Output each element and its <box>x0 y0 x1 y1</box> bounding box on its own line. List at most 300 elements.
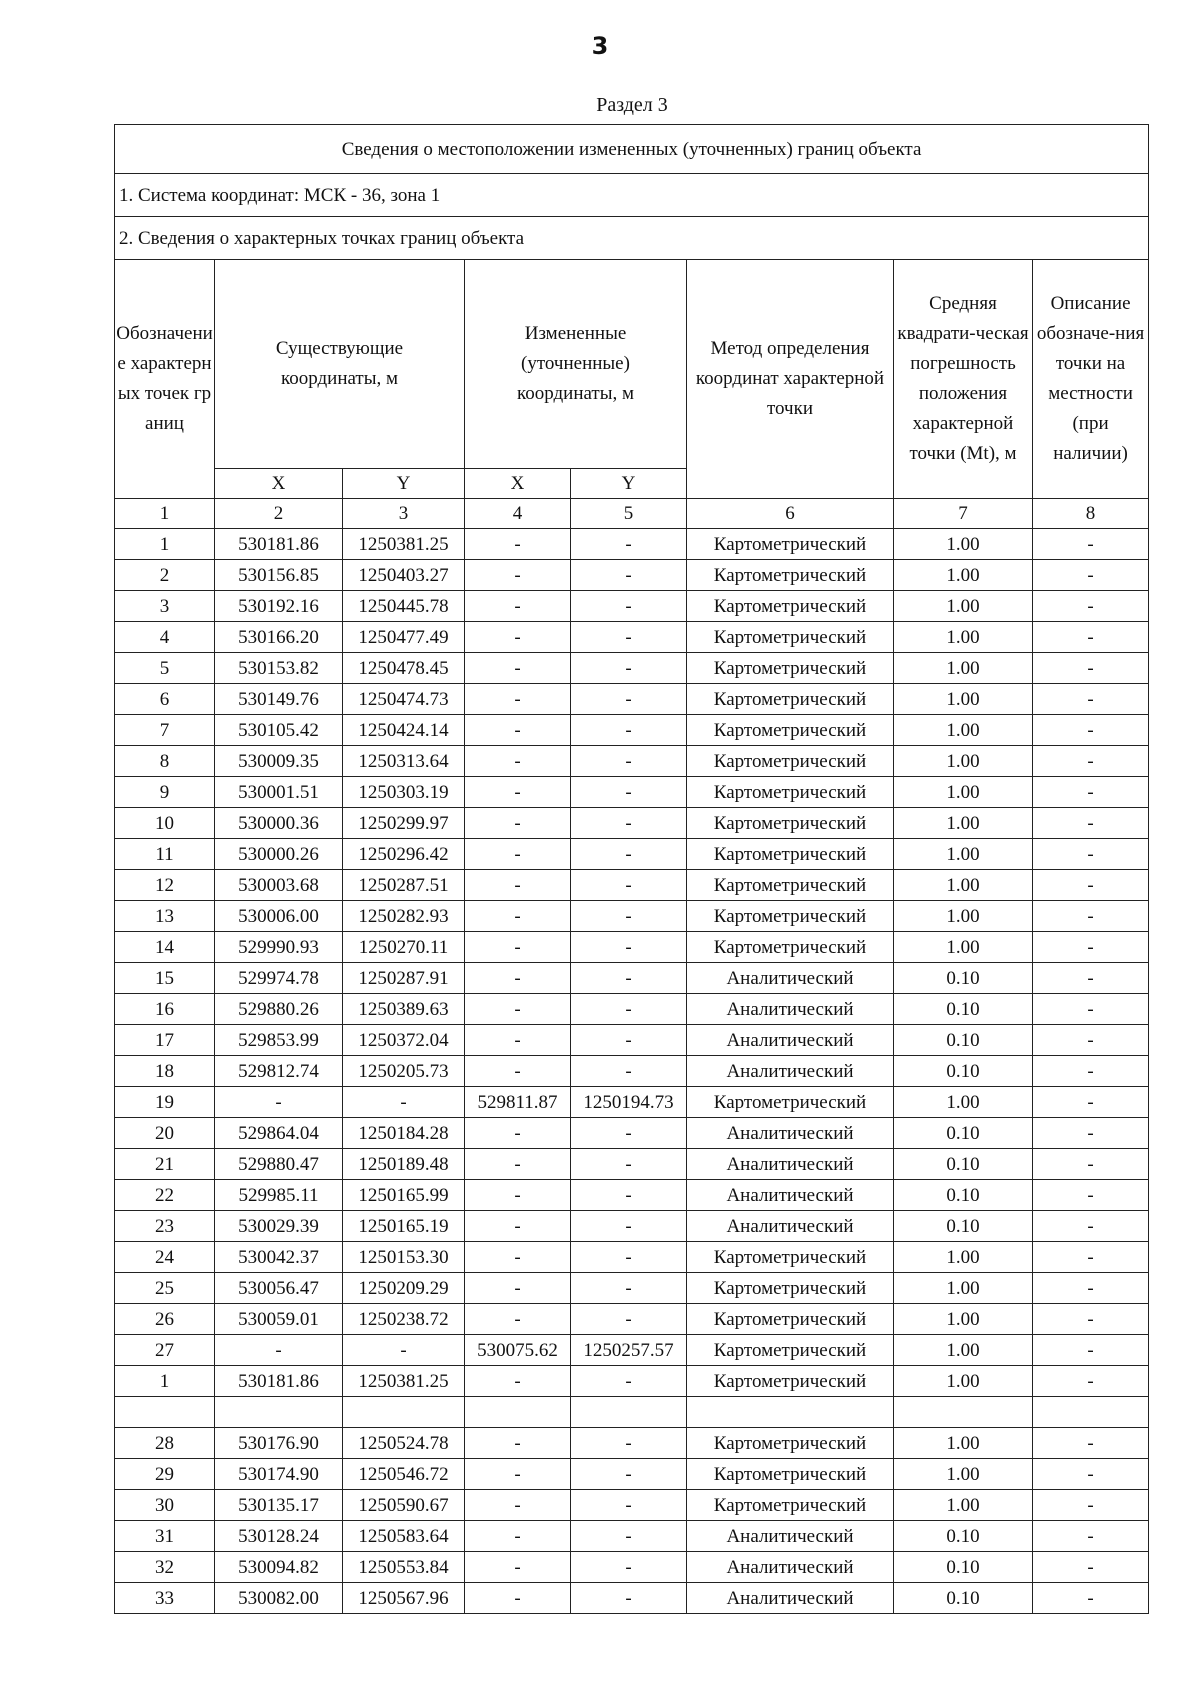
cell-method: Картометрический <box>687 591 894 622</box>
table-row <box>115 1397 1149 1428</box>
cell-method: Аналитический <box>687 1521 894 1552</box>
cell-changed-x: - <box>465 622 571 653</box>
cell-changed-y: - <box>571 560 687 591</box>
cell-changed-x: - <box>465 746 571 777</box>
cell-existing-y: 1250381.25 <box>343 1366 465 1397</box>
column-number: 2 <box>215 499 343 529</box>
cell-changed-y: - <box>571 684 687 715</box>
cell-existing-y: 1250270.11 <box>343 932 465 963</box>
cell-description: - <box>1033 1211 1149 1242</box>
cell-point-id: 1 <box>115 529 215 560</box>
cell-existing-x: 530059.01 <box>215 1304 343 1335</box>
table-title: Сведения о местоположении измененных (уточненных) границ объекта <box>115 125 1149 174</box>
cell-changed-x: - <box>465 1490 571 1521</box>
cell-changed-y: - <box>571 777 687 808</box>
cell-existing-x: 530156.85 <box>215 560 343 591</box>
cell-existing-y: 1250474.73 <box>343 684 465 715</box>
cell-existing-x: 530166.20 <box>215 622 343 653</box>
cell-existing-x: 530153.82 <box>215 653 343 684</box>
cell-changed-y: - <box>571 591 687 622</box>
cell-error: 0.10 <box>894 1521 1033 1552</box>
cell-changed-x: - <box>465 1242 571 1273</box>
table-row <box>115 1180 1149 1211</box>
cell-method: Картометрический <box>687 1335 894 1366</box>
cell-existing-x: 530105.42 <box>215 715 343 746</box>
cell-changed-x: - <box>465 529 571 560</box>
cell-changed-x: - <box>465 932 571 963</box>
cell-description: - <box>1033 963 1149 994</box>
cell-description: - <box>1033 1521 1149 1552</box>
cell-existing-y: 1250477.49 <box>343 622 465 653</box>
cell-method: Картометрический <box>687 839 894 870</box>
cell-changed-y: - <box>571 1428 687 1459</box>
cell-description: - <box>1033 560 1149 591</box>
cell-changed-y: - <box>571 1583 687 1614</box>
cell-point-id: 15 <box>115 963 215 994</box>
cell-description: - <box>1033 777 1149 808</box>
cell-changed-x: - <box>465 777 571 808</box>
cell-point-id: 23 <box>115 1211 215 1242</box>
cell-existing-x: 530128.24 <box>215 1521 343 1552</box>
cell-changed-y: - <box>571 1118 687 1149</box>
cell-description: - <box>1033 901 1149 932</box>
header-changed-coords: Измененные (уточненные) координаты, м <box>465 260 687 469</box>
coordinate-system: 1. Система координат: МСК - 36, зона 1 <box>115 174 1149 217</box>
cell-existing-y: 1250184.28 <box>343 1118 465 1149</box>
table-row <box>115 560 1149 591</box>
cell-changed-y: - <box>571 808 687 839</box>
cell-error: 0.10 <box>894 1056 1033 1087</box>
cell-point-id: 18 <box>115 1056 215 1087</box>
cell-error: 1.00 <box>894 653 1033 684</box>
cell-error: 0.10 <box>894 963 1033 994</box>
table-row <box>115 1056 1149 1087</box>
cell-point-id: 27 <box>115 1335 215 1366</box>
cell-changed-x: - <box>465 994 571 1025</box>
cell-existing-x: 530174.90 <box>215 1459 343 1490</box>
cell-changed-x: - <box>465 1583 571 1614</box>
cell-changed-x: - <box>465 808 571 839</box>
cell-error: 0.10 <box>894 1583 1033 1614</box>
cell-point-id: 2 <box>115 560 215 591</box>
cell-point-id: 11 <box>115 839 215 870</box>
cell-description: - <box>1033 1583 1149 1614</box>
cell-existing-x: 530176.90 <box>215 1428 343 1459</box>
cell-point-id: 25 <box>115 1273 215 1304</box>
cell-existing-x: 529864.04 <box>215 1118 343 1149</box>
cell-method: Аналитический <box>687 1118 894 1149</box>
cell-changed-y: - <box>571 1025 687 1056</box>
cell-error: 1.00 <box>894 870 1033 901</box>
cell-point-id: 32 <box>115 1552 215 1583</box>
cell-description: - <box>1033 1180 1149 1211</box>
header-existing-coords: Существующие координаты, м <box>215 260 465 469</box>
column-number: 7 <box>894 499 1033 529</box>
cell-changed-x: - <box>465 1056 571 1087</box>
cell-method: Картометрический <box>687 1087 894 1118</box>
cell-existing-x: 530042.37 <box>215 1242 343 1273</box>
cell-existing-y: 1250153.30 <box>343 1242 465 1273</box>
cell-error: 0.10 <box>894 1149 1033 1180</box>
cell-changed-x <box>465 1397 571 1428</box>
cell-changed-x: - <box>465 1149 571 1180</box>
cell-description <box>1033 1397 1149 1428</box>
cell-existing-x: 530056.47 <box>215 1273 343 1304</box>
cell-method: Аналитический <box>687 963 894 994</box>
cell-existing-x: 529974.78 <box>215 963 343 994</box>
cell-changed-y: - <box>571 622 687 653</box>
cell-changed-y: - <box>571 1552 687 1583</box>
cell-existing-x <box>215 1397 343 1428</box>
table-row <box>115 777 1149 808</box>
cell-point-id: 12 <box>115 870 215 901</box>
cell-error: 1.00 <box>894 1242 1033 1273</box>
cell-existing-y: 1250389.63 <box>343 994 465 1025</box>
cell-description: - <box>1033 1335 1149 1366</box>
header-point-id: Обозначение характерных точек границ <box>115 260 215 499</box>
cell-existing-y: 1250524.78 <box>343 1428 465 1459</box>
cell-description: - <box>1033 1490 1149 1521</box>
cell-method: Картометрический <box>687 1459 894 1490</box>
cell-point-id: 29 <box>115 1459 215 1490</box>
cell-description: - <box>1033 1428 1149 1459</box>
cell-description: - <box>1033 1366 1149 1397</box>
cell-method: Картометрический <box>687 653 894 684</box>
cell-point-id: 20 <box>115 1118 215 1149</box>
table-row <box>115 1149 1149 1180</box>
cell-changed-y: - <box>571 963 687 994</box>
cell-point-id: 28 <box>115 1428 215 1459</box>
cell-changed-y: - <box>571 715 687 746</box>
cell-changed-x: 529811.87 <box>465 1087 571 1118</box>
cell-existing-x: - <box>215 1335 343 1366</box>
cell-error: 0.10 <box>894 1552 1033 1583</box>
cell-point-id: 17 <box>115 1025 215 1056</box>
cell-description: - <box>1033 653 1149 684</box>
cell-error: 1.00 <box>894 560 1033 591</box>
column-number-row <box>115 499 1149 529</box>
cell-point-id: 8 <box>115 746 215 777</box>
cell-existing-y: 1250287.91 <box>343 963 465 994</box>
cell-changed-y: - <box>571 1056 687 1087</box>
cell-description: - <box>1033 808 1149 839</box>
cell-description: - <box>1033 1552 1149 1583</box>
cell-point-id: 21 <box>115 1149 215 1180</box>
cell-error: 1.00 <box>894 1335 1033 1366</box>
cell-error: 0.10 <box>894 1118 1033 1149</box>
cell-method: Картометрический <box>687 1242 894 1273</box>
cell-description: - <box>1033 994 1149 1025</box>
cell-description: - <box>1033 1118 1149 1149</box>
cell-error: 1.00 <box>894 591 1033 622</box>
cell-method: Картометрический <box>687 715 894 746</box>
cell-existing-x: 530001.51 <box>215 777 343 808</box>
cell-changed-x: - <box>465 653 571 684</box>
cell-method: Картометрический <box>687 684 894 715</box>
points-heading: 2. Сведения о характерных точках границ объекта <box>115 217 1149 260</box>
cell-description: - <box>1033 839 1149 870</box>
cell-existing-x: 530006.00 <box>215 901 343 932</box>
cell-method: Аналитический <box>687 1056 894 1087</box>
cell-changed-y: - <box>571 870 687 901</box>
boundary-points-table <box>114 124 1149 1614</box>
header-method: Метод определения координат характерной точки <box>687 260 894 499</box>
cell-existing-y: 1250205.73 <box>343 1056 465 1087</box>
column-number: 5 <box>571 499 687 529</box>
cell-existing-y: 1250424.14 <box>343 715 465 746</box>
cell-changed-x: - <box>465 591 571 622</box>
cell-description: - <box>1033 1025 1149 1056</box>
cell-method: Картометрический <box>687 901 894 932</box>
cell-method: Картометрический <box>687 1490 894 1521</box>
cell-existing-x: 530094.82 <box>215 1552 343 1583</box>
cell-method <box>687 1397 894 1428</box>
cell-description: - <box>1033 1087 1149 1118</box>
cell-changed-x: - <box>465 1459 571 1490</box>
cell-error: 0.10 <box>894 1025 1033 1056</box>
table-row <box>115 529 1149 560</box>
cell-error: 1.00 <box>894 932 1033 963</box>
cell-method: Аналитический <box>687 1025 894 1056</box>
cell-existing-y: 1250189.48 <box>343 1149 465 1180</box>
cell-point-id: 1 <box>115 1366 215 1397</box>
cell-existing-y: 1250553.84 <box>343 1552 465 1583</box>
cell-error: 1.00 <box>894 1366 1033 1397</box>
cell-error: 0.10 <box>894 994 1033 1025</box>
cell-method: Картометрический <box>687 932 894 963</box>
table-row <box>115 653 1149 684</box>
cell-existing-x: - <box>215 1087 343 1118</box>
cell-method: Картометрический <box>687 870 894 901</box>
section-title: Раздел 3 <box>596 94 668 116</box>
cell-method: Картометрический <box>687 1428 894 1459</box>
cell-method: Аналитический <box>687 1180 894 1211</box>
cell-changed-x: - <box>465 684 571 715</box>
table-row <box>115 1428 1149 1459</box>
column-number: 8 <box>1033 499 1149 529</box>
cell-method: Картометрический <box>687 808 894 839</box>
cell-error: 0.10 <box>894 1180 1033 1211</box>
cell-existing-y: - <box>343 1335 465 1366</box>
cell-point-id: 3 <box>115 591 215 622</box>
cell-point-id: 14 <box>115 932 215 963</box>
cell-existing-x: 530003.68 <box>215 870 343 901</box>
cell-point-id: 4 <box>115 622 215 653</box>
table-row <box>115 1552 1149 1583</box>
cell-existing-y: 1250381.25 <box>343 529 465 560</box>
cell-error: 1.00 <box>894 1459 1033 1490</box>
cell-existing-x: 530181.86 <box>215 1366 343 1397</box>
column-number: 4 <box>465 499 571 529</box>
cell-description: - <box>1033 591 1149 622</box>
cell-method: Картометрический <box>687 777 894 808</box>
cell-existing-x: 530192.16 <box>215 591 343 622</box>
column-number: 6 <box>687 499 894 529</box>
cell-error: 1.00 <box>894 529 1033 560</box>
cell-description: - <box>1033 1459 1149 1490</box>
table-row <box>115 1335 1149 1366</box>
cell-point-id: 22 <box>115 1180 215 1211</box>
cell-changed-x: - <box>465 715 571 746</box>
table-row <box>115 715 1149 746</box>
cell-existing-y: 1250403.27 <box>343 560 465 591</box>
cell-changed-y: - <box>571 1490 687 1521</box>
cell-existing-x: 530029.39 <box>215 1211 343 1242</box>
cell-changed-y: - <box>571 932 687 963</box>
cell-point-id: 33 <box>115 1583 215 1614</box>
cell-changed-x: - <box>465 870 571 901</box>
cell-existing-y: - <box>343 1087 465 1118</box>
cell-error: 1.00 <box>894 715 1033 746</box>
cell-changed-y: 1250257.57 <box>571 1335 687 1366</box>
cell-changed-x: - <box>465 1211 571 1242</box>
cell-changed-y: - <box>571 994 687 1025</box>
table-row <box>115 808 1149 839</box>
cell-existing-y: 1250372.04 <box>343 1025 465 1056</box>
cell-changed-y: - <box>571 1273 687 1304</box>
column-number: 1 <box>115 499 215 529</box>
cell-method: Аналитический <box>687 1149 894 1180</box>
cell-description: - <box>1033 1242 1149 1273</box>
header-existing-y: Y <box>343 469 465 499</box>
cell-existing-x: 530149.76 <box>215 684 343 715</box>
cell-description: - <box>1033 1273 1149 1304</box>
cell-changed-x: - <box>465 839 571 870</box>
column-number: 3 <box>343 499 465 529</box>
table-row <box>115 839 1149 870</box>
table-row <box>115 1521 1149 1552</box>
cell-existing-y: 1250590.67 <box>343 1490 465 1521</box>
cell-changed-y: - <box>571 1521 687 1552</box>
cell-error: 1.00 <box>894 839 1033 870</box>
cell-existing-x: 529853.99 <box>215 1025 343 1056</box>
cell-changed-y: - <box>571 529 687 560</box>
table-row <box>115 1304 1149 1335</box>
cell-changed-x: - <box>465 1025 571 1056</box>
cell-existing-x: 530009.35 <box>215 746 343 777</box>
cell-changed-y: - <box>571 901 687 932</box>
cell-changed-y: - <box>571 1242 687 1273</box>
cell-description: - <box>1033 1304 1149 1335</box>
cell-changed-x: - <box>465 963 571 994</box>
cell-existing-x: 529990.93 <box>215 932 343 963</box>
cell-existing-y: 1250165.19 <box>343 1211 465 1242</box>
cell-changed-x: - <box>465 560 571 591</box>
cell-error: 1.00 <box>894 1273 1033 1304</box>
table-row <box>115 1366 1149 1397</box>
cell-point-id: 13 <box>115 901 215 932</box>
table-row <box>115 591 1149 622</box>
cell-method: Картометрический <box>687 529 894 560</box>
cell-existing-y: 1250165.99 <box>343 1180 465 1211</box>
header-changed-x: X <box>465 469 571 499</box>
cell-method: Картометрический <box>687 1366 894 1397</box>
cell-error: 1.00 <box>894 1490 1033 1521</box>
cell-changed-y: - <box>571 1304 687 1335</box>
table-row <box>115 1459 1149 1490</box>
cell-description: - <box>1033 1056 1149 1087</box>
header-changed-y: Y <box>571 469 687 499</box>
cell-existing-y: 1250303.19 <box>343 777 465 808</box>
cell-changed-y: - <box>571 1149 687 1180</box>
cell-point-id: 30 <box>115 1490 215 1521</box>
table-row <box>115 746 1149 777</box>
cell-existing-x: 530000.36 <box>215 808 343 839</box>
cell-changed-x: - <box>465 1552 571 1583</box>
cell-existing-y <box>343 1397 465 1428</box>
cell-changed-y: - <box>571 1459 687 1490</box>
cell-point-id: 5 <box>115 653 215 684</box>
cell-error: 1.00 <box>894 1304 1033 1335</box>
cell-error: 1.00 <box>894 808 1033 839</box>
cell-method: Аналитический <box>687 1211 894 1242</box>
cell-point-id: 6 <box>115 684 215 715</box>
page-number: 3 <box>591 32 609 60</box>
cell-existing-x: 529880.47 <box>215 1149 343 1180</box>
cell-point-id: 31 <box>115 1521 215 1552</box>
table-row <box>115 1273 1149 1304</box>
cell-existing-y: 1250445.78 <box>343 591 465 622</box>
table-row <box>115 1118 1149 1149</box>
cell-point-id: 26 <box>115 1304 215 1335</box>
cell-error: 1.00 <box>894 746 1033 777</box>
table-row <box>115 1583 1149 1614</box>
table-row <box>115 1211 1149 1242</box>
cell-existing-y: 1250583.64 <box>343 1521 465 1552</box>
cell-method: Картометрический <box>687 560 894 591</box>
cell-point-id: 7 <box>115 715 215 746</box>
cell-error: 0.10 <box>894 1211 1033 1242</box>
cell-error <box>894 1397 1033 1428</box>
header-error: Средняя квадрати-ческая погрешность положения характерной точки (Mt), м <box>894 260 1033 499</box>
table-row <box>115 1087 1149 1118</box>
cell-method: Картометрический <box>687 746 894 777</box>
cell-error: 1.00 <box>894 901 1033 932</box>
cell-existing-x: 529985.11 <box>215 1180 343 1211</box>
cell-error: 1.00 <box>894 684 1033 715</box>
cell-error: 1.00 <box>894 1087 1033 1118</box>
cell-existing-y: 1250238.72 <box>343 1304 465 1335</box>
cell-existing-y: 1250567.96 <box>343 1583 465 1614</box>
cell-changed-y: 1250194.73 <box>571 1087 687 1118</box>
cell-existing-y: 1250282.93 <box>343 901 465 932</box>
cell-changed-y: - <box>571 1211 687 1242</box>
cell-point-id: 10 <box>115 808 215 839</box>
cell-changed-y: - <box>571 746 687 777</box>
cell-method: Картометрический <box>687 622 894 653</box>
cell-point-id <box>115 1397 215 1428</box>
cell-description: - <box>1033 932 1149 963</box>
cell-changed-y: - <box>571 653 687 684</box>
cell-method: Аналитический <box>687 994 894 1025</box>
table-row <box>115 994 1149 1025</box>
cell-existing-x: 530181.86 <box>215 529 343 560</box>
cell-error: 1.00 <box>894 622 1033 653</box>
cell-point-id: 19 <box>115 1087 215 1118</box>
table-row <box>115 932 1149 963</box>
cell-existing-y: 1250546.72 <box>343 1459 465 1490</box>
table-row <box>115 870 1149 901</box>
cell-existing-x: 530135.17 <box>215 1490 343 1521</box>
table-row <box>115 1242 1149 1273</box>
cell-changed-x: - <box>465 1304 571 1335</box>
cell-description: - <box>1033 1149 1149 1180</box>
table-row <box>115 963 1149 994</box>
cell-changed-x: - <box>465 1273 571 1304</box>
table-row <box>115 622 1149 653</box>
cell-point-id: 24 <box>115 1242 215 1273</box>
cell-point-id: 9 <box>115 777 215 808</box>
